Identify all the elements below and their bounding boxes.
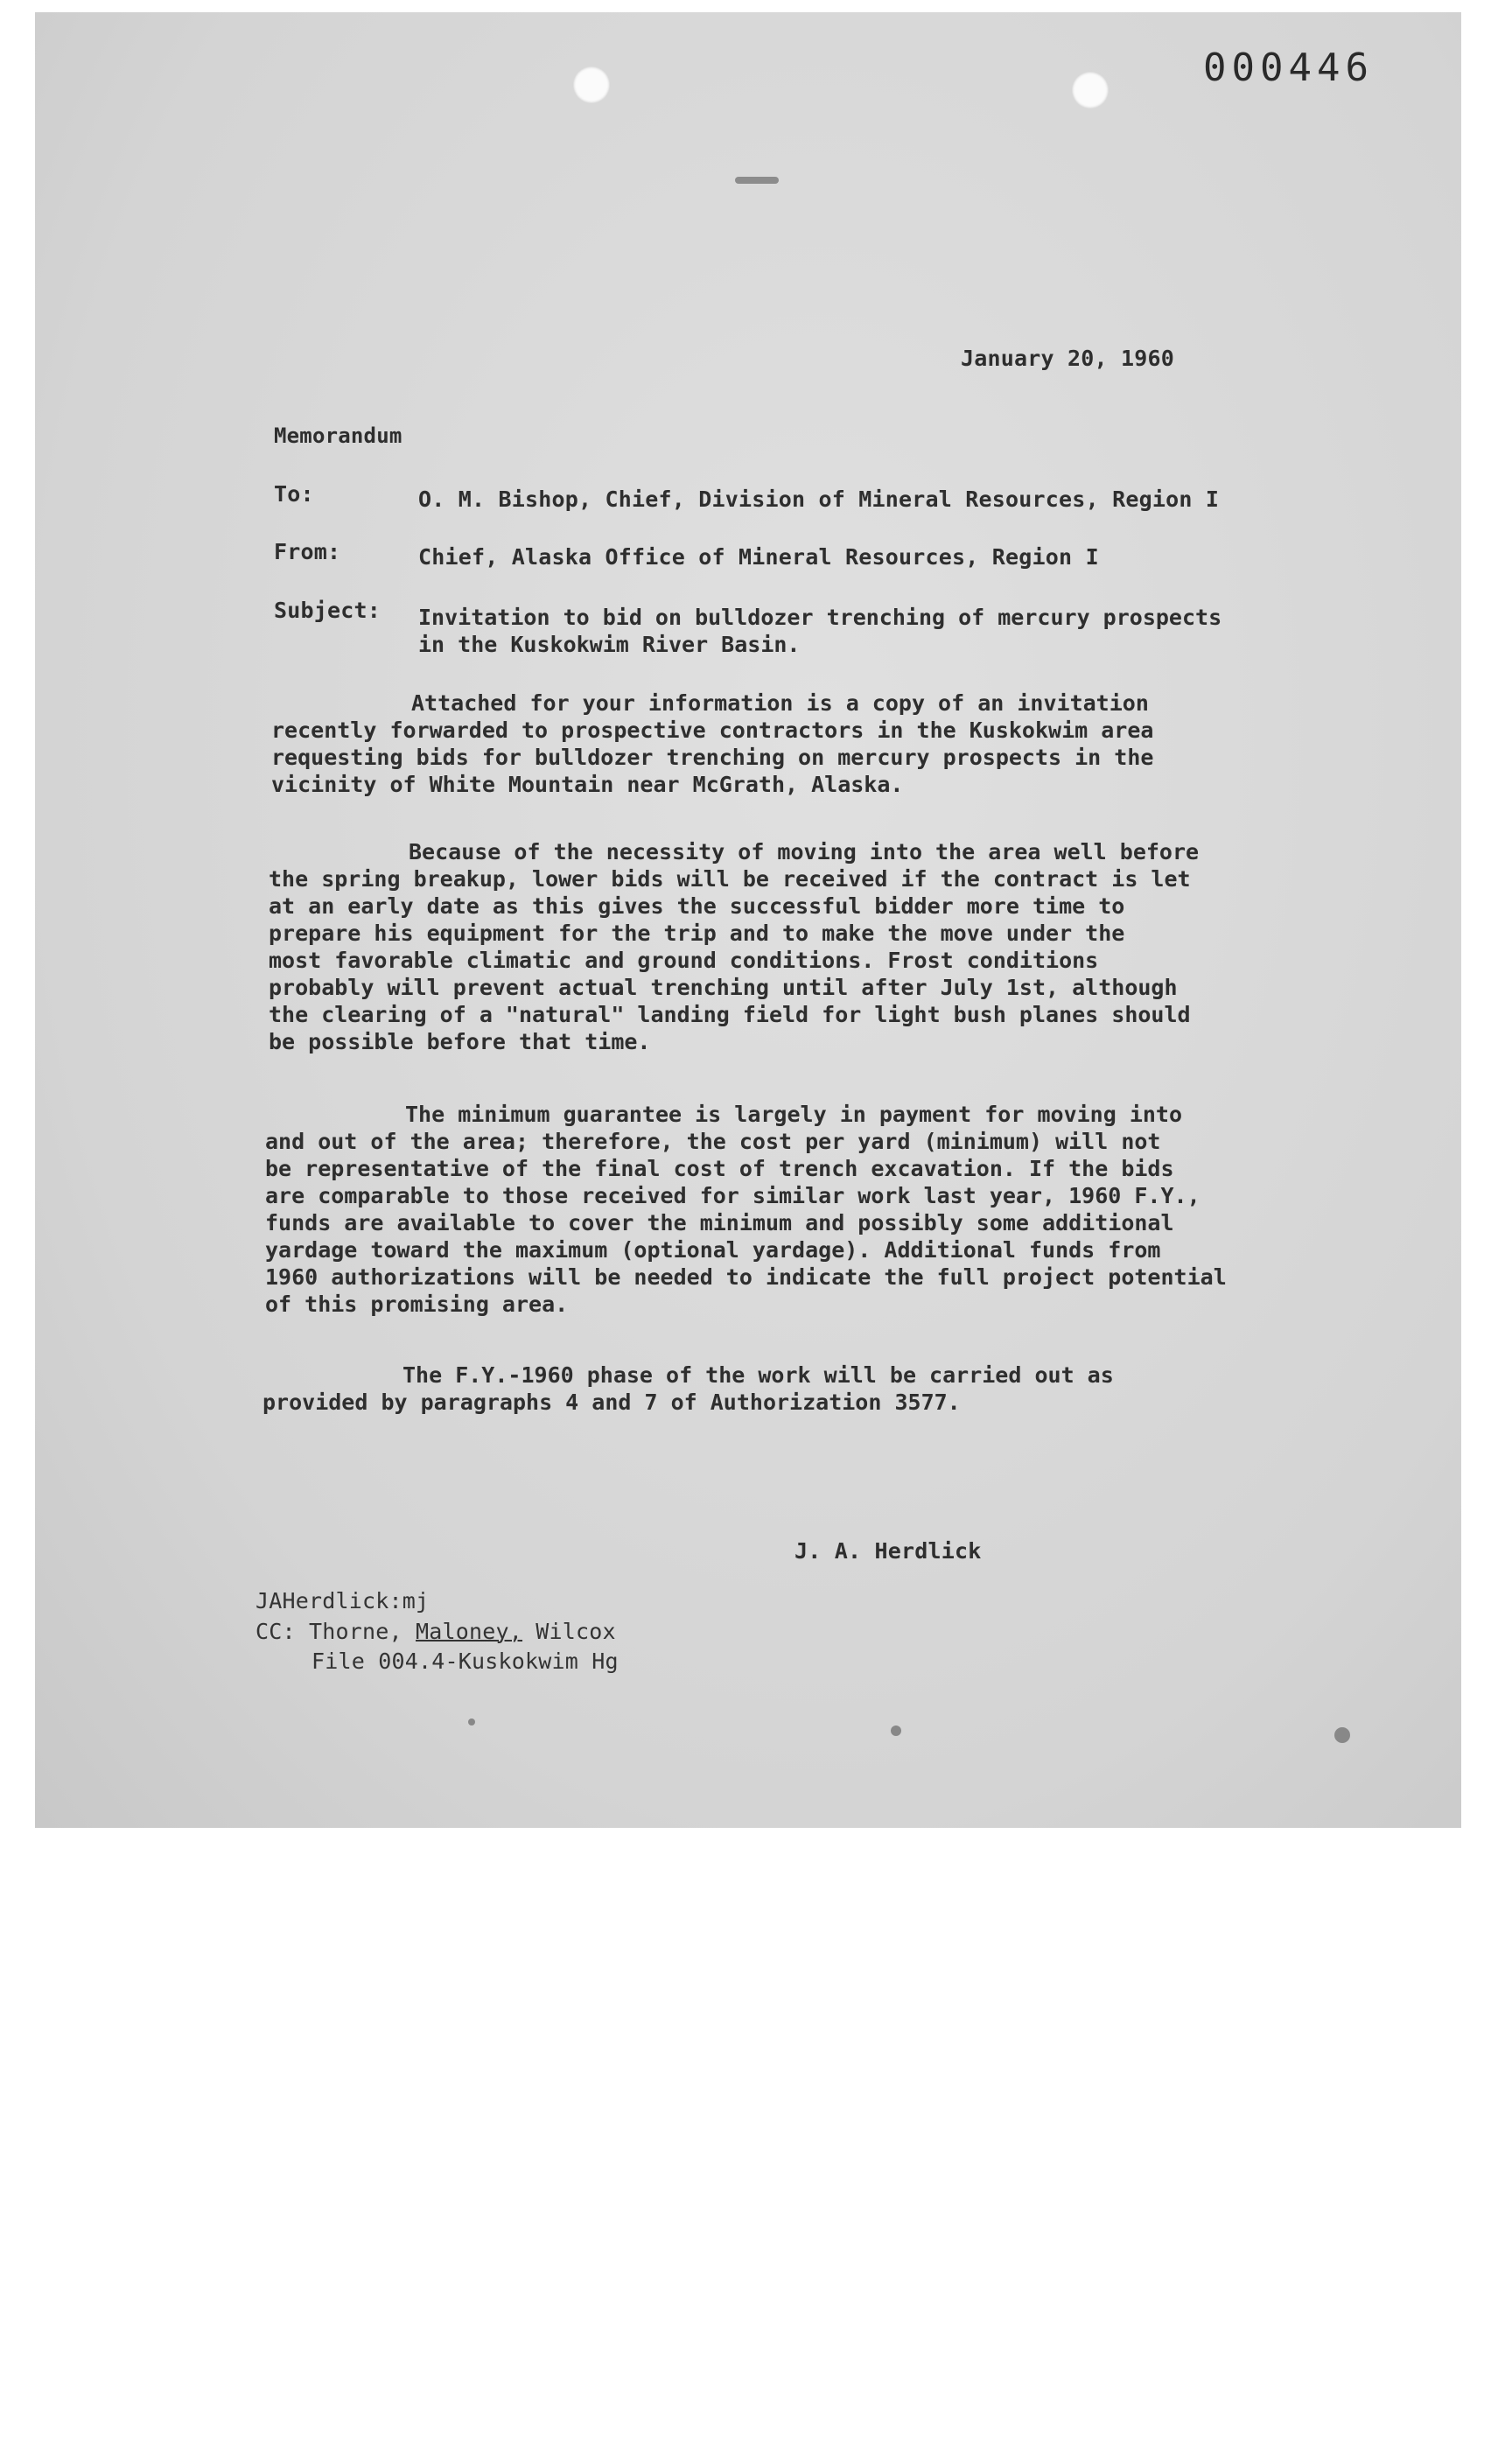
paragraph-line: 1960 authorizations will be needed to indicate the full project potential — [265, 1264, 1227, 1290]
paragraph-line: of this promising area. — [265, 1292, 569, 1317]
punch-hole-right — [1072, 72, 1109, 108]
paragraph-line: most favorable climatic and ground conditions. Frost conditions — [269, 948, 1099, 973]
cc-prefix: CC: Thorne, — [256, 1619, 416, 1644]
paragraph-line: at an early date as this gives the successful bidder more time to — [269, 893, 1125, 919]
subject-value — [418, 604, 1222, 658]
paragraph-line: probably will prevent actual trenching until after July 1st, although — [269, 975, 1178, 1000]
signature-name: J. A. Herdlick — [794, 1538, 982, 1564]
bates-number: 000446 — [1203, 46, 1374, 90]
paragraph-line: prepare his equipment for the trip and to make the move under the — [269, 920, 1125, 946]
paragraph-line: provided by paragraphs 4 and 7 of Authorization 3577. — [262, 1390, 961, 1415]
cc-underlined-name: Maloney, — [416, 1619, 523, 1644]
memo-date: January 20, 1960 — [961, 346, 1175, 371]
paragraph-line: requesting bids for bulldozer trenching on mercury prospects in the — [271, 745, 1154, 770]
memo-heading: Memorandum — [274, 424, 402, 448]
file-reference: File 004.4-Kuskokwim Hg — [312, 1648, 619, 1674]
paragraph-line: recently forwarded to prospective contractors in the Kuskokwim area — [271, 718, 1154, 743]
speck — [891, 1726, 901, 1736]
paragraph-line: Attached for your information is a copy of an invitation — [411, 690, 1149, 716]
paragraph-line: are comparable to those received for similar work last year, 1960 F.Y., — [265, 1183, 1200, 1208]
paragraph-line: the clearing of a "natural" landing field for light bush planes should — [269, 1002, 1191, 1027]
punch-hole-left — [573, 66, 610, 103]
from-label: From: — [274, 539, 341, 564]
paragraph-1 — [271, 690, 1153, 798]
to-label: To: — [274, 481, 314, 507]
paragraph-line: be possible before that time. — [269, 1029, 651, 1054]
paragraph-4 — [262, 1362, 1114, 1416]
speck — [468, 1718, 475, 1726]
paragraph-line: Because of the necessity of moving into the area well before — [409, 839, 1200, 864]
paragraph-line: vicinity of White Mountain near McGrath, Alaska. — [271, 772, 904, 797]
from-value: Chief, Alaska Office of Mineral Resources, Region I — [418, 544, 1099, 570]
subject-label: Subject: — [274, 598, 382, 623]
paragraph-line: The F.Y.-1960 phase of the work will be carried out as — [402, 1362, 1114, 1388]
paragraph-line: the spring breakup, lower bids will be received if the contract is let — [269, 866, 1191, 892]
to-value: O. M. Bishop, Chief, Division of Mineral Resources, Region I — [418, 486, 1220, 512]
subject-line: in the Kuskokwim River Basin. — [418, 632, 801, 657]
speck — [1334, 1727, 1350, 1743]
paragraph-line: and out of the area; therefore, the cost per yard (minimum) will not — [265, 1129, 1161, 1154]
paragraph-3 — [265, 1101, 1227, 1318]
paragraph-line: funds are available to cover the minimum and possibly some additional — [265, 1210, 1174, 1236]
cc-suffix: Wilcox — [522, 1619, 616, 1644]
typist-initials: JAHerdlick:mj — [256, 1588, 430, 1614]
ink-smudge — [735, 177, 779, 184]
paragraph-line: The minimum guarantee is largely in payment for moving into — [405, 1102, 1183, 1127]
paragraph-2 — [269, 838, 1199, 1055]
cc-line — [256, 1619, 616, 1644]
subject-line: Invitation to bid on bulldozer trenching of mercury prospects — [418, 605, 1222, 630]
paragraph-line: yardage toward the maximum (optional yardage). Additional funds from — [265, 1237, 1161, 1263]
paragraph-line: be representative of the final cost of trench excavation. If the bids — [265, 1156, 1174, 1181]
